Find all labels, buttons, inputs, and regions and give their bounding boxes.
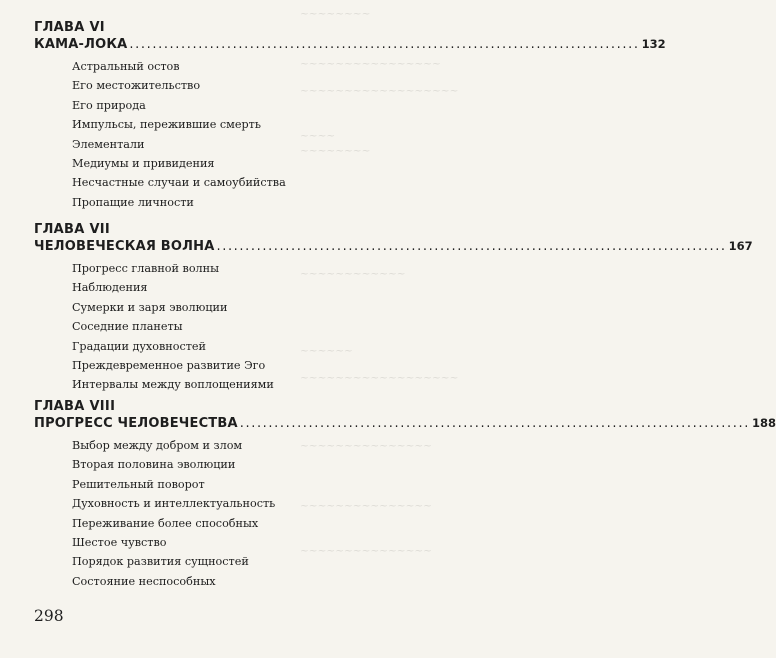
section-item: Элементали <box>72 137 145 151</box>
chapter-title: ЧЕЛОВЕЧЕСКАЯ ВОЛНА <box>34 239 215 254</box>
chapter-title-row <box>34 36 666 53</box>
book-page: ~~~~~~~~ ~~~~~~~~~~~~~~~~ ~~~~~~~~~~~~~~~~~~ ~~~~ ~~~~~~~~ ~~~~~~~~~~~~ ~~~~~~ ~~~~~~~~~~~~~~~~~~ ~~~~~~~~~~~~~~~ ~~~~~~~~~~~~~~~ ~~~~~~~~~~~~~~~ ГЛАВА VI КАМА-ЛОКА ......................................................................................... 132 Астральный остов Его местожительство Его природа Импульсы, пережившие смерть Элементали Медиумы и привидения Несчастные случаи и самоубийства Пропащие личности ГЛАВА VII ЧЕЛОВЕЧЕСКАЯ ВОЛНА ......................................................................................... 167 Прогресс главной волны Наблюдения Сумерки и заря эволюции Соседние планеты Градации духовностей Преждевременное развитие Эго Интервалы между воплощениями ГЛАВА VIII ПРОГРЕСС ЧЕЛОВЕЧЕСТВА ......................................................................................... 188 Выбор между добром и злом Вторая половина эволюции Решительный поворот Духовность и интеллектуальность Переживание более способных Шестое чувство Порядок развития сущностей Состояние неспособных 298 <box>34 8 776 625</box>
chapter-label: ГЛАВА VIII <box>34 399 116 414</box>
section-item: Шестое чувство <box>72 536 167 550</box>
section-item: Медиумы и привидения <box>72 157 215 171</box>
page-number: 298 <box>34 607 64 625</box>
section-item: Наблюдения <box>72 281 148 295</box>
leader-dots: ......................................................................................... <box>129 37 640 52</box>
chapter-label: ГЛАВА VI <box>34 20 105 35</box>
section-item: Астральный остов <box>72 60 180 73</box>
chapter-7 <box>34 222 753 395</box>
chapter-title-row <box>34 238 753 255</box>
section-item: Духовность и интеллектуальность <box>72 497 276 511</box>
section-item: Импульсы, пережившие смерть <box>72 118 261 132</box>
section-item: Порядок развития сущностей <box>72 555 249 569</box>
section-list <box>34 259 412 395</box>
chapter-title-row <box>34 415 776 432</box>
chapter-title: ПРОГРЕСС ЧЕЛОВЕЧЕСТВА <box>34 416 238 431</box>
section-item: Соседние планеты <box>72 320 183 334</box>
section-item: Выбор между добром и злом <box>72 439 243 452</box>
section-item: Несчастные случаи и самоубийства <box>72 176 286 190</box>
section-item: Преждевременное развитие Эго <box>72 359 266 373</box>
chapter-6 <box>34 20 666 212</box>
section-item: Решительный поворот <box>72 477 205 491</box>
section-item: Вторая половина эволюции <box>72 458 236 472</box>
chapter-page-number: 188 <box>751 416 776 430</box>
section-item: Сумерки и заря эволюции <box>72 300 228 314</box>
chapter-8 <box>34 399 776 591</box>
section-item: Прогресс главной волны <box>72 262 220 275</box>
section-item: Его местожительство <box>72 79 201 93</box>
chapter-label: ГЛАВА VII <box>34 222 111 237</box>
section-item: Его природа <box>72 98 146 112</box>
leader-dots: ......................................................................................... <box>239 416 750 431</box>
section-list <box>34 57 412 212</box>
chapter-title: КАМА-ЛОКА <box>34 37 128 52</box>
section-item: Пропащие личности <box>72 195 194 209</box>
chapter-page-number: 132 <box>641 37 666 51</box>
section-item: Градации духовностей <box>72 339 206 353</box>
section-item: Интервалы между воплощениями <box>72 378 274 392</box>
section-list <box>34 436 412 591</box>
section-item: Состояние неспособных <box>72 574 216 588</box>
leader-dots: ......................................................................................... <box>216 239 727 254</box>
section-item: Переживание более способных <box>72 516 259 530</box>
chapter-page-number: 167 <box>728 239 753 253</box>
